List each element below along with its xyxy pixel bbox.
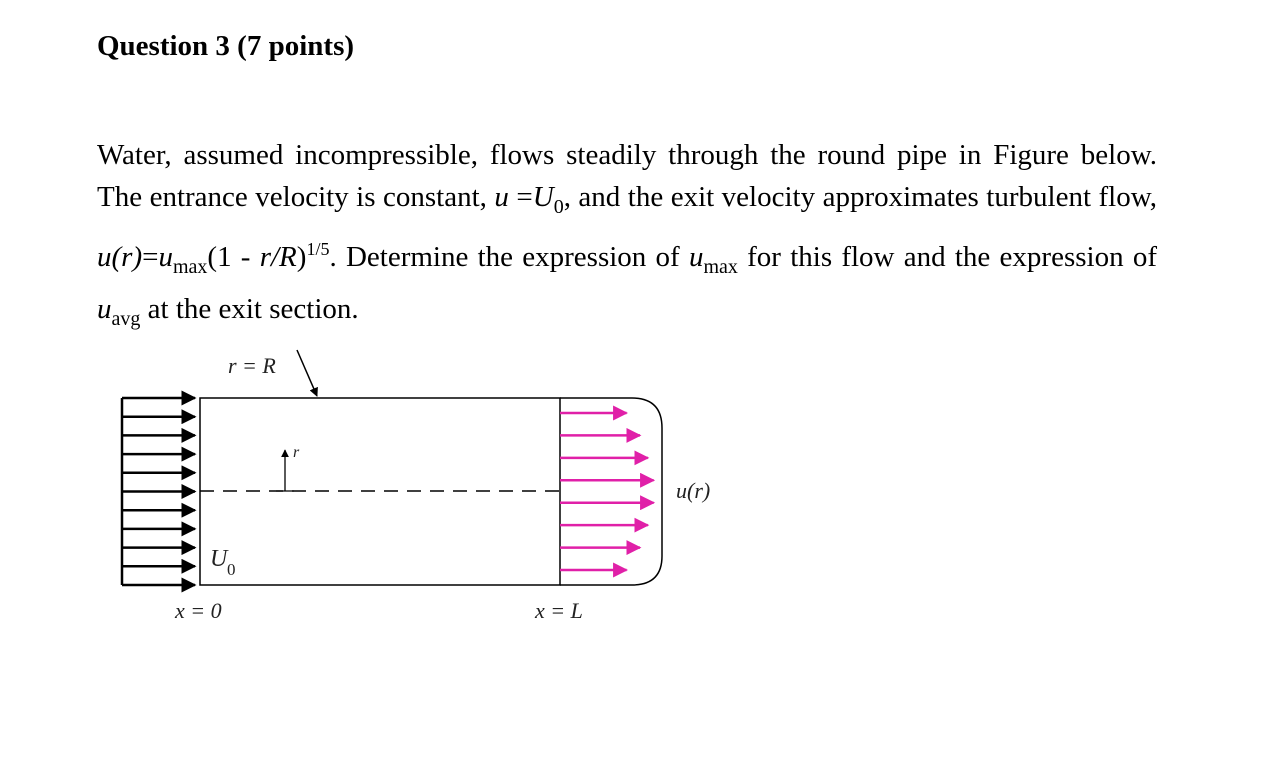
ur-expression: u(r) xyxy=(97,240,143,273)
umax-subscript-2: max xyxy=(703,255,738,278)
problem-text-5: at the exit section. xyxy=(140,292,359,325)
problem-text-4: for this flow and the expression of xyxy=(737,240,1157,273)
label-U0-subscript: 0 xyxy=(227,560,236,579)
paren-close: ) xyxy=(296,240,307,273)
label-u-of-r: u(r) xyxy=(676,478,711,503)
inlet-uniform-velocity-arrows xyxy=(122,398,195,585)
u-variable: u xyxy=(494,181,509,213)
label-x-equals-L: x = L xyxy=(535,598,583,623)
umax-subscript: max xyxy=(172,255,208,278)
exit-velocity-arrows xyxy=(560,413,654,570)
problem-text-3: . Determine the expression of xyxy=(329,240,689,273)
exponent: 1/5 xyxy=(306,239,330,259)
U0-variable: U xyxy=(532,181,554,213)
equals-sign-2: = xyxy=(142,240,159,273)
uavg-variable: u xyxy=(97,292,112,325)
label-r: r xyxy=(293,444,300,461)
r-over-R: r/R xyxy=(259,240,297,273)
label-U0: U xyxy=(210,546,228,572)
equals-sign: = xyxy=(508,181,533,213)
problem-text-1: Water, assumed incompressible, flows steadily through the round pipe in Figure below. The entrance velocity is constant, xyxy=(97,139,1157,213)
label-x-equals-0: x = 0 xyxy=(175,598,222,623)
label-r-equals-R: r = R xyxy=(228,353,276,378)
umax-variable-2: u xyxy=(688,240,704,273)
umax-variable: u xyxy=(158,240,173,273)
U0-subscript: 0 xyxy=(553,196,564,218)
exit-velocity-profile-curve xyxy=(560,398,662,585)
paren-open: (1 - xyxy=(207,240,260,273)
problem-text-2: , and the exit velocity approximates turbulent flow, xyxy=(563,181,1158,213)
uavg-subscript: avg xyxy=(111,307,141,330)
radius-pointer-arrow xyxy=(297,350,317,396)
question-title: Question 3 (7 points) xyxy=(97,30,355,62)
